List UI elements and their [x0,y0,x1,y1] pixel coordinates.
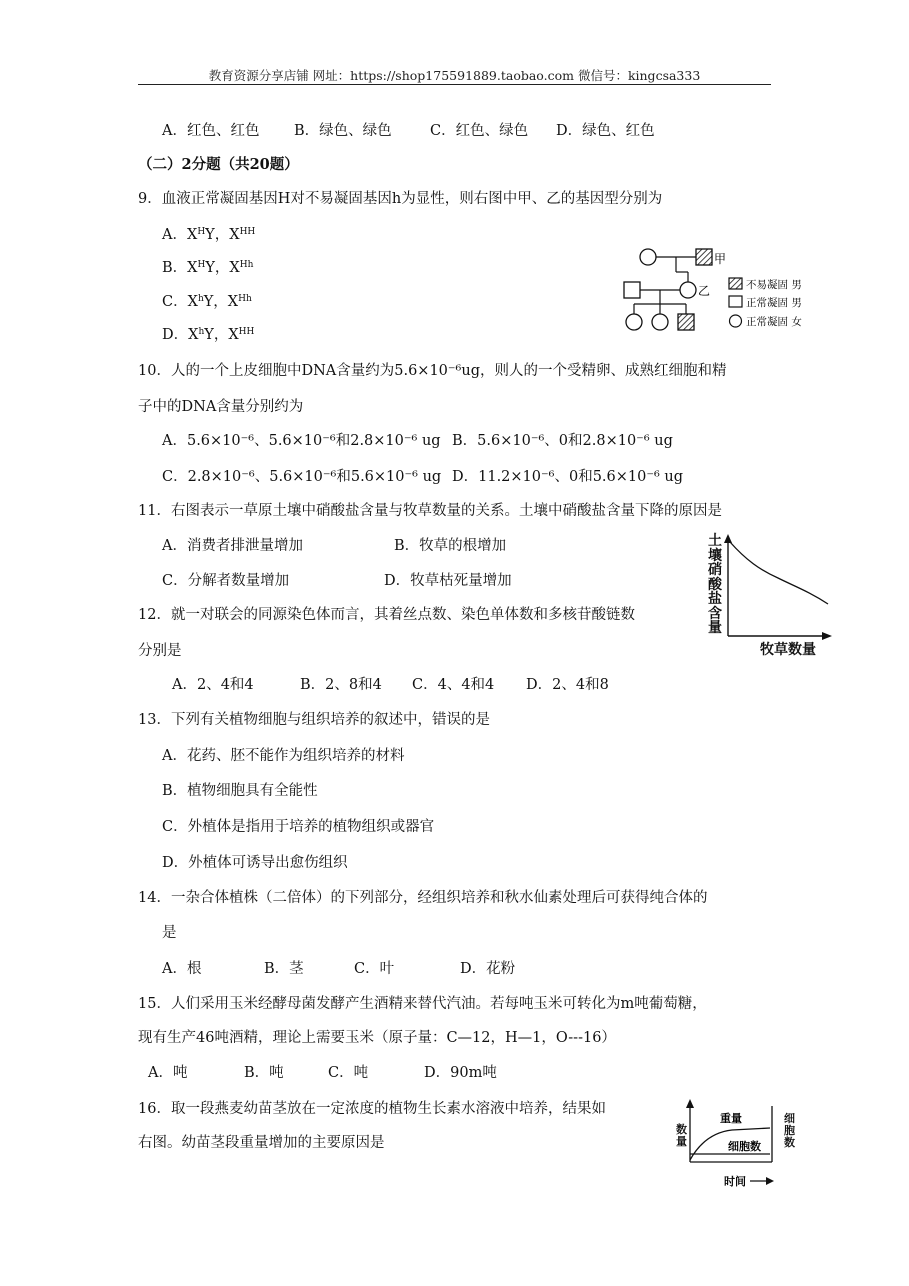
legend-affected-male-icon [729,278,742,289]
q12-stem-line1: 12．就一对联会的同源染色体而言，其着丝点数、染色单体数和多核苷酸链数 [138,607,635,623]
q10-options-cd [162,468,683,486]
q16-xlabel: 时间 [724,1175,746,1188]
q13-option-c: C．外植体是指用于培养的植物组织或器官 [162,819,435,835]
q10-stem-line2: 子中的DNA含量分别约为 [138,399,304,415]
q12-option-a: A．2、4和4 [172,677,254,693]
q10-option-a: A．5.6×10⁻⁶、5.6×10⁻⁶和2.8×10⁻⁶ ug [162,433,441,449]
q11-option-c: C．分解者数量增加 [162,573,290,589]
q9-option-b: B．$X^HY$，$X^{Hh}$ [162,260,254,276]
q15-stem-line1: 15．人们采用玉米经酵母菌发酵产生酒精来替代汽油。若每吨玉米可转化为m吨葡萄糖， [138,996,707,1012]
q12-option-d: D．2、4和8 [526,677,609,693]
q12-stem-line2: 分别是 [138,643,182,659]
q15-options [148,1064,497,1082]
page-header: 教育资源分享店铺 网址：https://shop175591889.taobao.com 微信号：kingcsa333 [208,68,701,83]
legend-normal-female-icon [730,315,742,327]
q16-stem-line2: 右图。幼苗茎段重量增加的主要原因是 [138,1135,385,1151]
q15-option-d: D．90m吨 [424,1065,497,1081]
q9-option-a: A．$X^HY$，$X^{HH}$ [162,227,256,243]
q13-option-a: A．花药、胚不能作为组织培养的材料 [162,748,405,764]
legend-normal-male: 正常凝固 男 [746,297,802,309]
gen3-affected-male [678,314,694,330]
q14-option-c: C．叶 [354,961,395,977]
q8-option-a: A．红色、红色 [162,123,260,139]
q11-option-d: D．牧草枯死量增加 [384,573,512,589]
q9-stem: 9．血液正常凝固基因H对不易凝固基因h为显性，则右图中甲、乙的基因型分别为 [138,191,663,207]
q10-option-c: C．2.8×10⁻⁶、5.6×10⁻⁶和5.6×10⁻⁶ ug [162,469,442,485]
section-heading: （二）2分题（共20题） [138,156,299,173]
pedigree-diagram [618,242,830,334]
q11-options-cd [162,572,512,590]
legend-normal-female: 正常凝固 女 [746,316,802,328]
gen3-female-1 [626,314,642,330]
q9-option-d: D．$X^hY$，$X^{HH}$ [162,327,255,343]
q16-cells-label: 细胞数 [728,1140,761,1153]
q15-option-a: A．吨 [148,1065,188,1081]
q11-stem: 11．右图表示一草原土壤中硝酸盐含量与牧草数量的关系。土壤中硝酸盐含量下降的原因是 [138,503,722,519]
q14-option-b: B．茎 [264,961,304,977]
q8-options [162,122,655,140]
q12-option-b: B．2、8和4 [300,677,382,693]
q9-option-c: C．$X^hY$，$X^{Hh}$ [162,294,252,310]
jia-label: 甲 [714,252,727,266]
q12-options [172,676,609,694]
q10-stem-line1: 10．人的一个上皮细胞中DNA含量约为5.6×10⁻⁶ug，则人的一个受精卵、成熟红细胞和精 [138,363,727,379]
legend-affected-male: 不易凝固 男 [746,279,802,291]
q14-options [162,960,515,978]
q10-option-b: B．5.6×10⁻⁶、0和2.8×10⁻⁶ ug [452,433,673,449]
q10-option-d: D．11.2×10⁻⁶、0和5.6×10⁻⁶ ug [452,469,684,485]
q11-chart [722,532,834,642]
q11-chart-xlabel: 牧草数量 [760,642,816,658]
q14-stem-line1: 14．一杂合体植株（二倍体）的下列部分，经组织培养和秋水仙素处理后可获得纯合体的 [138,890,708,906]
q14-option-a: A．根 [162,961,202,977]
q13-option-b: B．植物细胞具有全能性 [162,783,318,799]
gen3-female-2 [652,314,668,330]
q12-option-c: C．4、4和4 [412,677,495,693]
q15-option-b: B．吨 [244,1065,284,1081]
yi-female [680,282,696,298]
q8-option-c: C．红色、绿色 [430,123,529,139]
q14-stem-line2: 是 [162,925,177,941]
q10-options-ab [162,432,673,450]
q14-option-d: D．花粉 [460,961,516,977]
gen2-male [624,282,640,298]
q13-option-d: D．外植体可诱导出愈伤组织 [162,855,348,871]
yi-label: 乙 [698,284,711,298]
header-rule [138,84,771,85]
q8-option-b: B．绿色、绿色 [294,123,392,139]
q11-option-a: A．消费者排泄量增加 [162,538,303,554]
q11-chart-ylabel: 土壤硝酸盐含量 [708,533,722,636]
q11-option-b: B．牧草的根增加 [394,538,507,554]
jia-affected-male [696,249,712,265]
q8-option-d: D．绿色、红色 [556,123,655,139]
gen1-female [640,249,656,265]
legend-normal-male-icon [729,296,742,307]
q13-stem: 13．下列有关植物细胞与组织培养的叙述中，错误的是 [138,712,490,728]
q16-stem-line1: 16．取一段燕麦幼苗茎放在一定浓度的植物生长素水溶液中培养，结果如 [138,1101,606,1117]
q16-left-axis-label: 数量 [676,1123,687,1148]
q15-stem-line2: 现有生产46吨酒精，理论上需要玉米（原子量：C—12，H—1，O---16） [138,1030,616,1046]
q16-right-axis-label: 细胞数 [784,1112,795,1149]
q11-curve [730,542,828,604]
q11-options-ab [162,537,506,555]
q15-option-c: C．吨 [328,1065,369,1081]
q16-weight-label: 重量 [720,1112,742,1125]
